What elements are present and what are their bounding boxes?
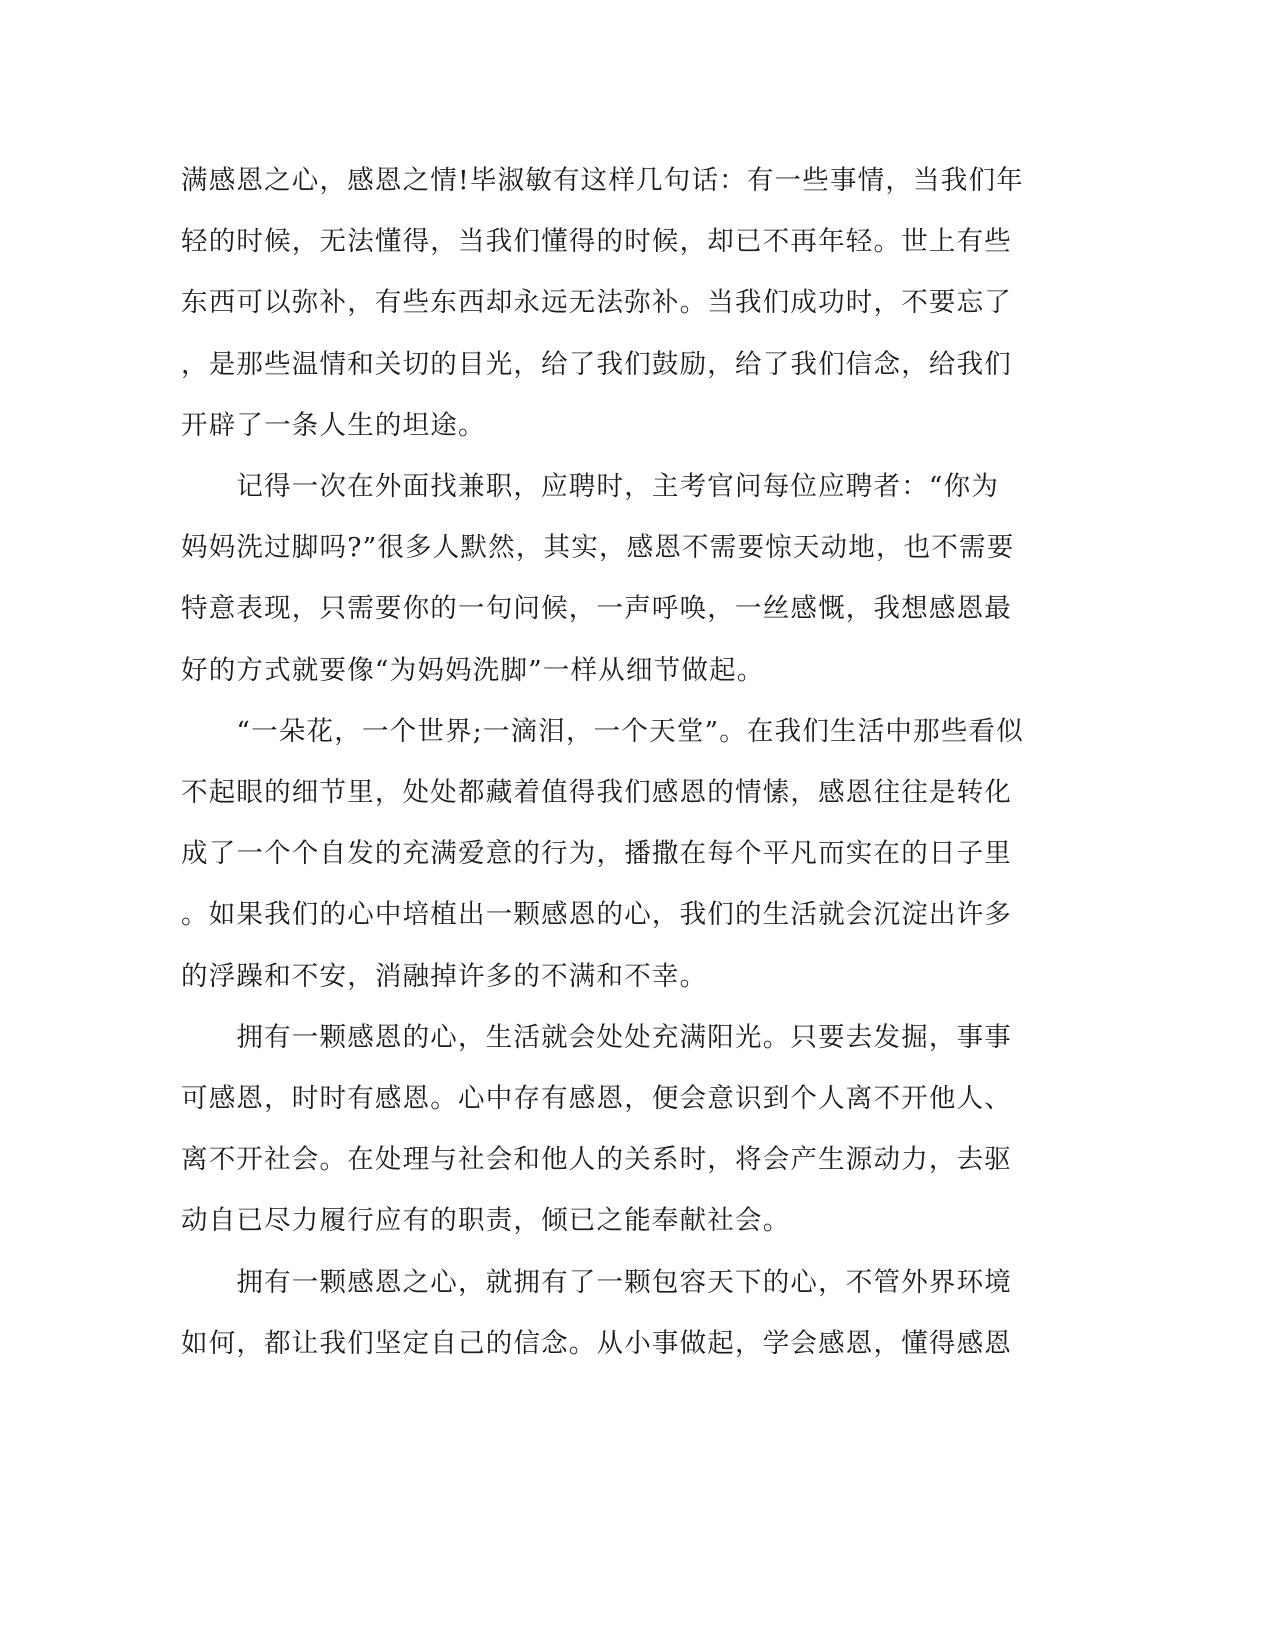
body-text xyxy=(181,150,1081,1374)
paragraph-3: “一朵花，一个世界;一滴泪，一个天堂”。在我们生活中那些看似 不起眼的细节里，处处都藏着值得我们感恩的情愫，感恩往往是转化 成了一个个自发的充满爱意的行为，播撒在每个平凡而实在的日子里 。如果我们的心中培植出一颗感恩的心，我们的生活就会沉淀出许多 的浮躁和不安，消融掉许多的不满和不幸。 xyxy=(181,715,1024,992)
paragraph-2: 记得一次在外面找兼职，应聘时，主考官问每位应聘者：“你为 妈妈洗过脚吗?”很多人默然，其实，感恩不需要惊天动地，也不需要 特意表现，只需要你的一句问候，一声呼唤，一丝感慨，我想感恩最 好的方式就要像“为妈妈洗脚”一样从细节做起。 xyxy=(181,471,1015,686)
paragraph-1: 满感恩之心，感恩之情!毕淑敏有这样几句话：有一些事情，当我们年 轻的时候，无法懂得，当我们懂得的时候，却已不再年轻。世上有些 东西可以弥补，有些东西却永远无法弥补。当我们成功时，不要忘了 ，是那些温情和关切的目光，给了我们鼓励，给了我们信念，给我们 开辟了一条人生的坦途。 xyxy=(181,165,1024,441)
paragraph-4: 拥有一颗感恩的心，生活就会处处充满阳光。只要去发掘，事事 可感恩，时时有感恩。心中存有感恩，便会意识到个人离不开他人、 离不开社会。在处理与社会和他人的关系时，将会产生源动力，去驱 动自已尽力履行应有的职责，倾已之能奉献社会。 xyxy=(181,1021,1012,1237)
paragraph-5: 拥有一颗感恩之心，就拥有了一颗包容天下的心，不管外界环境 如何，都让我们坚定自己的信念。从小事做起，学会感恩，懂得感恩 xyxy=(181,1266,1012,1359)
